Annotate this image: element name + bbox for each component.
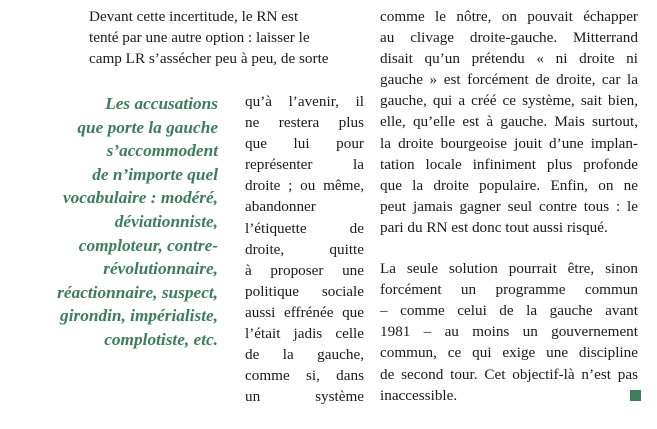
text-line: au clivage droite-gauche. Mitterrand — [380, 29, 638, 47]
text-line: disait qu’un prétendu « ni droite ni — [380, 50, 638, 68]
text-line: inaccessible. — [380, 386, 458, 404]
text-line: droite, quitte — [245, 240, 364, 258]
text-line: peut jamais gagner seul contre tous : le — [380, 197, 638, 215]
text-line: un système — [245, 388, 364, 406]
text-line: La seule solution pourrait être, sinon — [380, 260, 638, 278]
pull-quote-line: déviationniste, — [114, 211, 218, 231]
text-line: aussi effrénée que — [245, 303, 364, 321]
text-line: à proposer une — [245, 261, 364, 279]
text-line: l’étiquette de — [245, 219, 364, 237]
text-line: Devant cette incertitude, le RN est — [89, 8, 299, 25]
text-line: l’était jadis celle — [245, 325, 364, 343]
text-line: politique sociale — [245, 282, 364, 300]
text-line: commun, ce qui exige une discipline — [380, 344, 638, 362]
text-line: droite ; ou même, — [245, 177, 364, 195]
text-line: ne restera plus — [245, 114, 364, 132]
text-line: – comme celui de la gauche avant — [380, 302, 638, 320]
text-line: camp LR s’assécher peu à peu, de sorte — [89, 50, 329, 68]
text-line: de second tour. Cet objectif-là n’est pas — [380, 365, 638, 383]
text-line: que lui pour — [245, 135, 364, 153]
paragraph-gap — [380, 238, 638, 258]
text-line: comme le nôtre, on pouvait échapper — [380, 8, 638, 25]
pull-quote-line: s’accommodent — [106, 141, 218, 161]
pull-quote-line: de n’importe quel — [92, 164, 218, 184]
text-line: pari du RN est donc tout aussi risqué. — [380, 218, 608, 236]
pull-quote-line: révolutionnaire, — [103, 259, 218, 279]
text-line: gauche » est forcément de droite, car la — [380, 71, 638, 89]
text-line: tenté par une autre option : laisser le — [89, 29, 310, 47]
text-line: abandonner — [245, 198, 316, 216]
text-line: forcément un programme commun — [380, 281, 638, 299]
pull-quote — [0, 92, 218, 352]
column1-side-paragraph — [245, 91, 364, 407]
text-line: que la droite populaire. Enfin, on ne — [380, 176, 638, 194]
text-line: représenter la — [245, 156, 364, 174]
column2 — [380, 6, 638, 406]
text-line: elle, qu’elle est à gauche. Mais surtout, — [380, 113, 638, 131]
text-line: comme si, dans — [245, 367, 364, 385]
column1-top-paragraph — [89, 6, 364, 69]
pull-quote-line: vocabulaire : modéré, — [62, 188, 218, 208]
text-line: la droite bourgeoise jouit d’une implan- — [380, 134, 638, 152]
text-line: qu’à l’avenir, il — [245, 93, 364, 110]
pull-quote-line: comploteur, contre- — [78, 235, 218, 255]
pull-quote-line: complotiste, etc. — [104, 329, 218, 349]
text-line: 1981 – au moins un gouvernement — [380, 323, 638, 341]
text-line: gauche, qui a créé ce système, sait bien, — [380, 92, 638, 110]
end-of-article-square-icon — [630, 390, 641, 401]
pull-quote-line: girondin, impérialiste, — [60, 306, 218, 326]
text-line: tation locale infiniment plus profonde — [380, 155, 638, 173]
text-line: de la gauche, — [245, 346, 364, 364]
pull-quote-line: que porte la gauche — [77, 117, 218, 137]
pull-quote-line: réactionnaire, suspect, — [57, 282, 218, 302]
pull-quote-line: Les accusations — [105, 94, 218, 113]
